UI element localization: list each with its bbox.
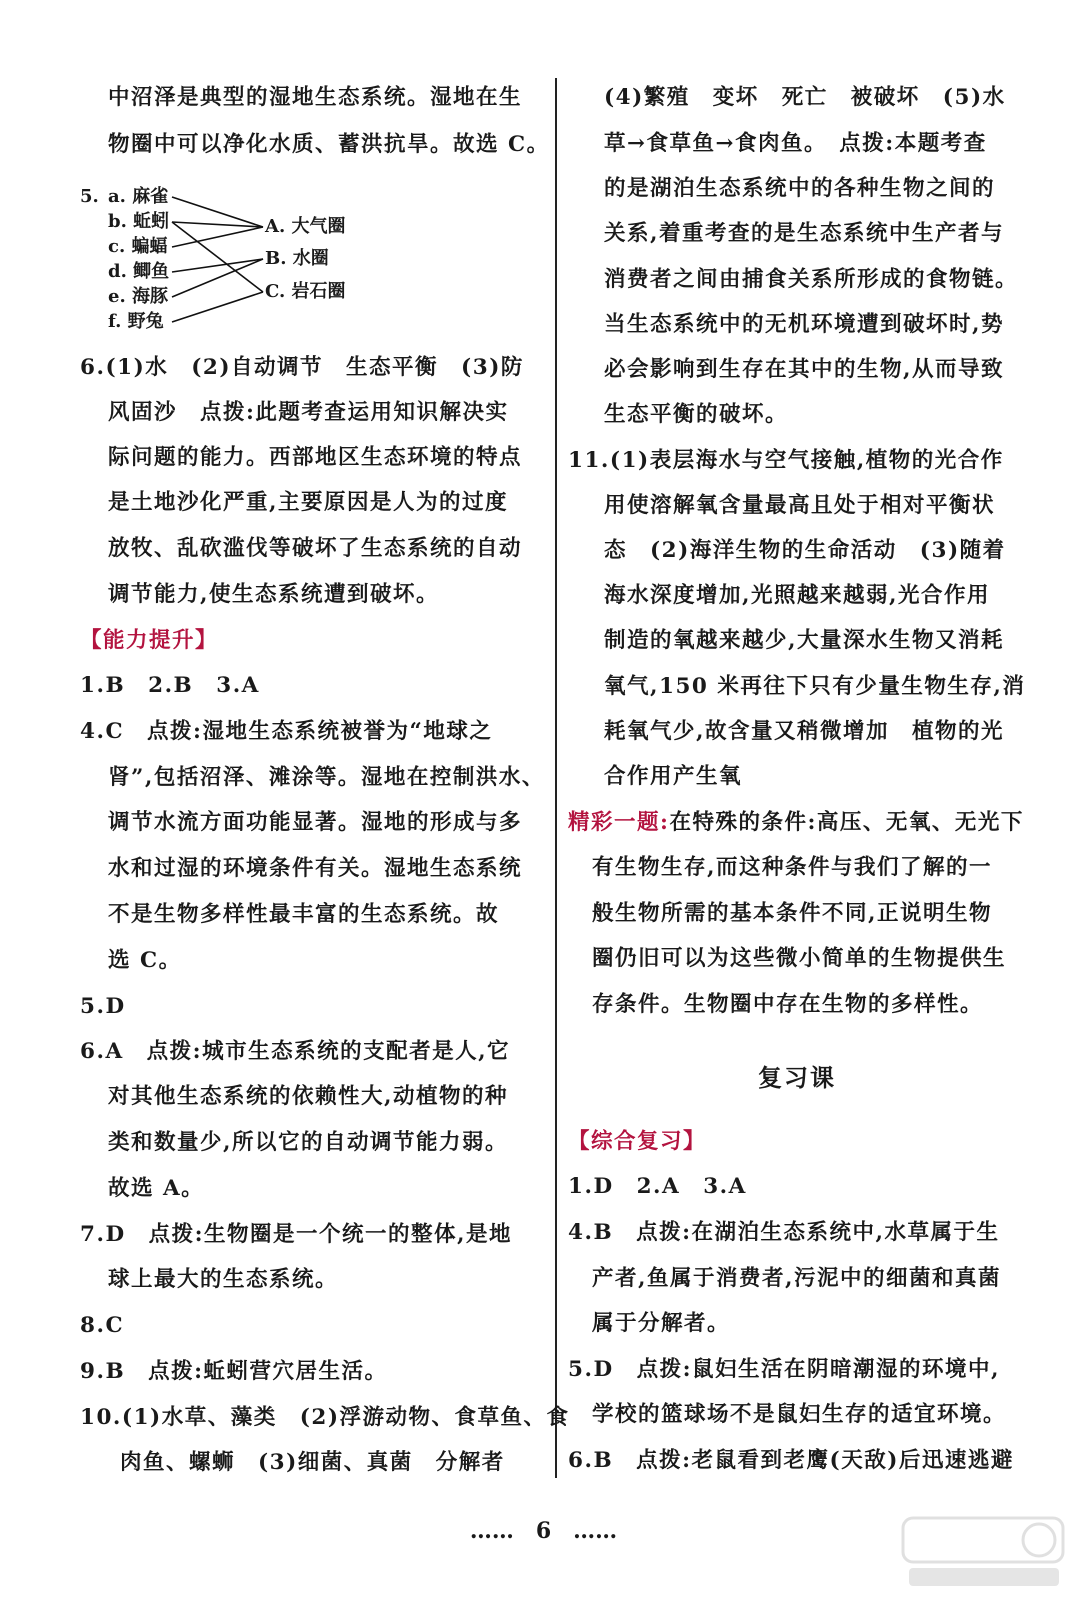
text-line: 调节水流方面功能显著。湿地的形成与多 [108, 810, 523, 835]
text-line: 氧气,150 米再往下只有少量生物生存,消 [604, 674, 1026, 699]
text-line: 态 (2)海洋生物的生命活动 (3)随着 [604, 538, 1006, 563]
sphere-item: B. 水圈 [265, 248, 329, 269]
matching-diagram [80, 180, 380, 340]
text-line: 类和数量少,所以它的自动调节能力弱。 [108, 1130, 508, 1155]
text-line: 风固沙 点拨:此题考查运用知识解决实 [108, 400, 509, 425]
text-line: 4.C 点拨:湿地生态系统被誉为“地球之 [80, 719, 493, 744]
organism-item: c. 蝙蝠 [108, 236, 168, 257]
text-line: 7.D 点拨:生物圈是一个统一的整体,是地 [80, 1222, 513, 1247]
text-line: 1.D 2.A 3.A [568, 1174, 747, 1199]
text-line: 属于分解者。 [592, 1311, 731, 1336]
organism-item: a. 麻雀 [108, 186, 169, 207]
text-line: 产者,鱼属于消费者,污泥中的细菌和真菌 [592, 1266, 1001, 1291]
match-line [172, 227, 263, 247]
match-line [172, 222, 263, 292]
text-line: 5.D 点拨:鼠妇生活在阴暗潮湿的环境中, [568, 1357, 1001, 1382]
organism-item: d. 鲫鱼 [108, 261, 170, 282]
text-line: 故选 A。 [108, 1176, 205, 1201]
text-line: 球上最大的生态系统。 [108, 1267, 339, 1292]
text-line: 的是湖泊生态系统中的各种生物之间的 [604, 176, 996, 201]
text-line: 6.(1)水 (2)自动调节 生态平衡 (3)防 [80, 355, 524, 380]
section-heading-ability: 【能力提升】 [80, 628, 219, 653]
text-line: 9.B 点拨:蚯蚓营穴居生活。 [80, 1359, 388, 1384]
text-line: 耗氧气少,故含量又稍微增加 植物的光 [604, 719, 1004, 744]
page-number: …… 6 …… [469, 1518, 618, 1544]
highlight-line [568, 808, 1024, 838]
section-heading-review: 【综合复习】 [568, 1129, 707, 1154]
matching-lines [80, 180, 380, 340]
text-line: 存条件。生物圈中存在生物的多样性。 [592, 992, 984, 1017]
match-line [172, 292, 263, 322]
highlight-label: 精彩一题: [568, 810, 670, 835]
text-line: 必会影响到生存在其中的生物,从而导致 [604, 357, 1004, 382]
text-line: 是土地沙化严重,主要原因是人为的过度 [108, 490, 508, 515]
text-line: 10.(1)水草、藻类 (2)浮游动物、食草鱼、食 [80, 1405, 570, 1430]
text-line: (4)繁殖 变坏 死亡 被破坏 (5)水 [604, 85, 1006, 110]
text-line: 1.B 2.B 3.A [80, 673, 260, 698]
text-line: 生态平衡的破坏。 [604, 402, 789, 427]
sphere-item: C. 岩石圈 [265, 281, 346, 302]
text-line: 8.C [80, 1313, 125, 1338]
chapter-heading: 复习课 [758, 1063, 836, 1092]
text-line: 有生物生存,而这种条件与我们了解的一 [592, 855, 992, 880]
text-line: 不是生物多样性最丰富的生态系统。故 [108, 902, 500, 927]
organism-item: e. 海豚 [108, 286, 168, 307]
text-line: 关系,着重考查的是生态系统中生产者与 [604, 221, 1004, 246]
text-line: 肉鱼、螺蛳 (3)细菌、真菌 分解者 [120, 1450, 505, 1475]
text-line: 物圈中可以净化水质、蓄洪抗旱。故选 C。 [108, 132, 550, 157]
sphere-item: A. 大气圈 [265, 216, 346, 237]
text-line: 制造的氧越来越少,大量深水生物又消耗 [604, 628, 1004, 653]
highlight-text: 在特殊的条件:高压、无氧、无光下 [669, 810, 1024, 835]
text-line: 合作用产生氧 [604, 764, 743, 789]
text-line: 圈仍旧可以为这些微小简单的生物提供生 [592, 946, 1007, 971]
text-line: 中沼泽是典型的湿地生态系统。湿地在生 [108, 85, 523, 110]
text-line: 6.A 点拨:城市生态系统的支配者是人,它 [80, 1039, 511, 1064]
text-line: 水和过湿的环境条件有关。湿地生态系统 [108, 856, 523, 881]
watermark-logo-icon [899, 1512, 1069, 1592]
text-line: 选 C。 [108, 948, 182, 973]
text-line: 消费者之间由捕食关系所形成的食物链。 [604, 267, 1019, 292]
text-line: 调节能力,使生态系统遭到破坏。 [108, 582, 439, 607]
organism-item: f. 野兔 [108, 311, 164, 332]
text-line: 般生物所需的基本条件不同,正说明生物 [592, 901, 992, 926]
text-line: 学校的篮球场不是鼠妇生存的适宜环境。 [592, 1402, 1007, 1427]
text-line: 用使溶解氧含量最高且处于相对平衡状 [604, 493, 996, 518]
text-line: 4.B 点拨:在湖泊生态系统中,水草属于生 [568, 1220, 1000, 1245]
text-line: 对其他生态系统的依赖性大,动植物的种 [108, 1084, 508, 1109]
text-line: 5.D [80, 994, 126, 1019]
text-line: 放牧、乱砍滥伐等破坏了生态系统的自动 [108, 536, 523, 561]
text-line: 当生态系统中的无机环境遭到破坏时,势 [604, 312, 1004, 337]
organism-item: b. 蚯蚓 [108, 211, 170, 232]
text-line: 11.(1)表层海水与空气接触,植物的光合作 [568, 448, 1004, 473]
text-line: 际问题的能力。西部地区生态环境的特点 [108, 445, 523, 470]
text-line: 海水深度增加,光照越来越弱,光合作用 [604, 583, 990, 608]
text-line: 6.B 点拨:老鼠看到老鹰(天敌)后迅速逃避 [568, 1448, 1014, 1473]
question-number: 5. [80, 186, 99, 207]
column-divider [555, 78, 557, 1478]
text-line: 肾”,包括沼泽、滩涂等。湿地在控制洪水、 [108, 765, 545, 790]
text-line: 草→食草鱼→食肉鱼。 点拨:本题考查 [604, 131, 987, 156]
